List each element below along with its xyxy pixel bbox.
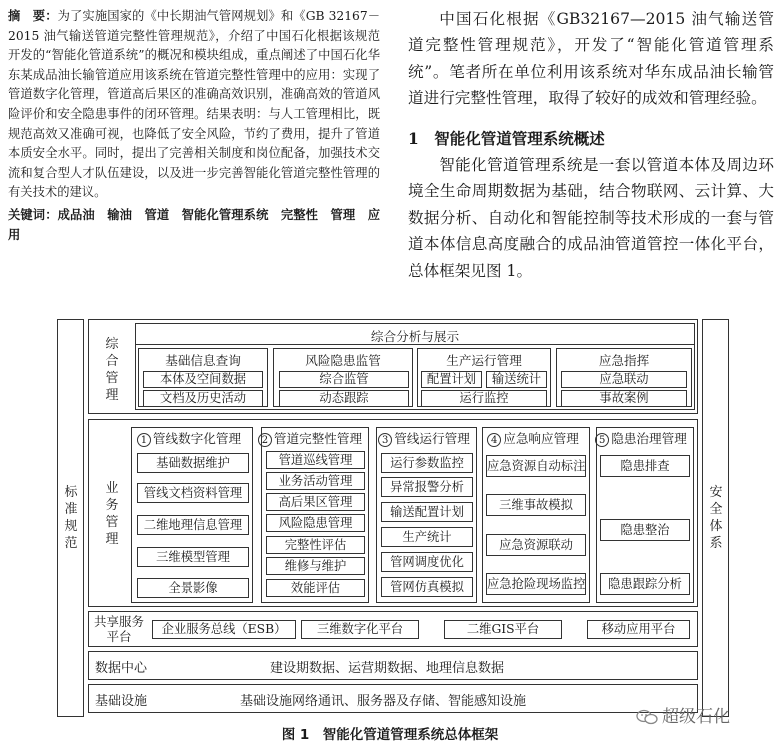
module-number: 4 [487,433,501,447]
abstract-label: 摘 要： [8,8,58,23]
module-item: 管线文档资料管理 [137,483,249,503]
intro-paragraph: 中国石化根据《GB32167—2015 油气输送管道完整性管理规范》，开发了“智能化管道管理系统”。笔者所在单位利用该系统对华东成品油长输管道进行完整性管理，取得了较好的成效和管理经验。 [408,10,774,108]
group-production-title: 生产运行管理 [446,353,522,368]
module-title-text: 管线运行管理 [394,431,470,446]
module-integrity-title [250,428,370,447]
module-operation-title [368,428,480,447]
module-item: 三维事故模拟 [486,494,586,516]
module-number: 2 [258,433,272,447]
analysis-display-title: 综合分析与展示 [370,329,460,344]
module-item: 三维模型管理 [137,547,249,567]
body-column [408,6,774,284]
module-item: 应急资源联动 [486,534,586,556]
module-item: 基础数据维护 [137,453,249,473]
module-item: 维修与维护 [266,557,365,575]
abstract-column [8,6,380,244]
module-item: 风险隐患管理 [266,514,365,532]
infrastructure-text: 基础设施网络通讯、服务器及存储、智能感知设施 [240,694,527,709]
module-title-text: 管线数字化管理 [152,431,242,446]
module-digital-title [124,428,254,447]
module-item: 管网调度优化 [381,552,473,572]
abstract-text: 为了实施国家的《中长期油气管网规划》和《GB 32167－2015 油气输送管道完整性管理规范》，介绍了中国石化根据该规范开发的“智能化管道系统”的概况和模块组成，重点阐述了中国石化华东某成品油长输管道应用该系统在管道完整性管理中的应用：实现了管道数字化管理，管道高后果区的准确高效识别，准确高效的管道风险评价和安全隐患事件的闭环管理。结果表明：与人工管理相比，既规范高效又准确可视，也降低了安全风险，节约了费用，提升了管道本质安全水平。同时，提出了完善相关制度和岗位配备，加强技术交流和复合型人才队伍建设，以及进一步完善智能化管道完整性管理的有关技术的建议。 [8,9,380,200]
module-title-text: 隐患治理管理 [611,431,687,446]
module-item: 隐患整治 [600,519,690,541]
production-item: 配置计划 [421,371,482,388]
module-item: 隐患跟踪分析 [600,573,690,595]
module-number: 1 [137,433,151,447]
risk-item: 综合监管 [279,371,409,388]
risk-item: 动态跟踪 [279,390,409,407]
shared-service-item: 二维GIS平台 [444,620,562,639]
standards-label: 标准规范 [64,485,78,551]
shared-service-item: 移动应用平台 [587,620,690,639]
module-item: 业务活动管理 [266,472,365,490]
shared-services-label: 共享服务平台 [93,614,144,644]
overview-paragraph: 智能化管道管理系统是一套以管道本体及周边环境全生命周期数据为基础，结合物联网、云计算、大数据分析、自动化和智能控制等技术形成的一套与管道本体信息高度融合的成品油管道管控一体化平台，总体框架见图 1。 [408,156,774,280]
module-item: 完整性评估 [266,536,365,554]
emergency-item: 应急联动 [561,371,687,388]
keywords-paragraph [8,205,380,244]
module-item: 隐患排查 [600,455,690,477]
basic-info-item: 文档及历史活动 [143,390,263,407]
watermark-text: 超级石化 [662,707,730,727]
module-hazard-title [588,428,694,447]
data-center-text: 建设期数据、运营期数据、地理信息数据 [270,661,505,676]
module-title-text: 应急响应管理 [503,431,579,446]
module-item: 应急资源自动标注 [486,455,586,477]
integrated-management-label: 综合管理 [105,337,119,403]
module-item: 全景影像 [137,578,249,598]
shared-service-item: 三维数字化平台 [301,620,419,639]
infrastructure-label: 基础设施 [95,694,148,709]
production-item: 输送统计 [486,371,547,388]
module-item: 运行参数监控 [381,453,473,473]
section-heading: 1 智能化管道管理系统概述 [408,128,605,148]
module-item: 二维地理信息管理 [137,515,249,535]
figure-caption: 图 1 智能化管道管理系统总体框架 [281,727,499,743]
security-label: 安全体系 [709,485,723,551]
module-emergency-title [474,428,592,447]
abstract-paragraph [8,6,380,203]
group-risk-supervision-title: 风险隐患监管 [305,353,381,368]
module-item: 管道巡线管理 [266,451,365,469]
module-item: 应急抢险现场监控 [486,573,586,595]
module-item: 输送配置计划 [381,502,473,522]
module-item: 异常报警分析 [381,477,473,497]
module-item: 管网仿真模拟 [381,577,473,597]
group-emergency-title: 应急指挥 [598,353,650,368]
production-item: 运行监控 [421,390,547,407]
shared-service-item: 企业服务总线（ESB） [152,620,296,639]
module-item: 高后果区管理 [266,493,365,511]
module-number: 3 [378,433,392,447]
keywords-text: 成品油 输油 管道 智能化管理系统 完整性 管理 应用 [8,206,380,242]
analysis-divider [135,344,695,345]
basic-info-item: 本体及空间数据 [143,371,263,388]
module-title-text: 管道完整性管理 [273,431,363,446]
business-management-label: 业务管理 [105,481,119,547]
group-basic-info-title: 基础信息查询 [165,353,241,368]
data-center-label: 数据中心 [95,661,148,676]
emergency-item: 事故案例 [561,390,687,407]
module-item: 效能评估 [266,579,365,597]
keywords-label: 关键词： [8,206,58,222]
module-number: 5 [595,433,609,447]
module-item: 生产统计 [381,527,473,547]
